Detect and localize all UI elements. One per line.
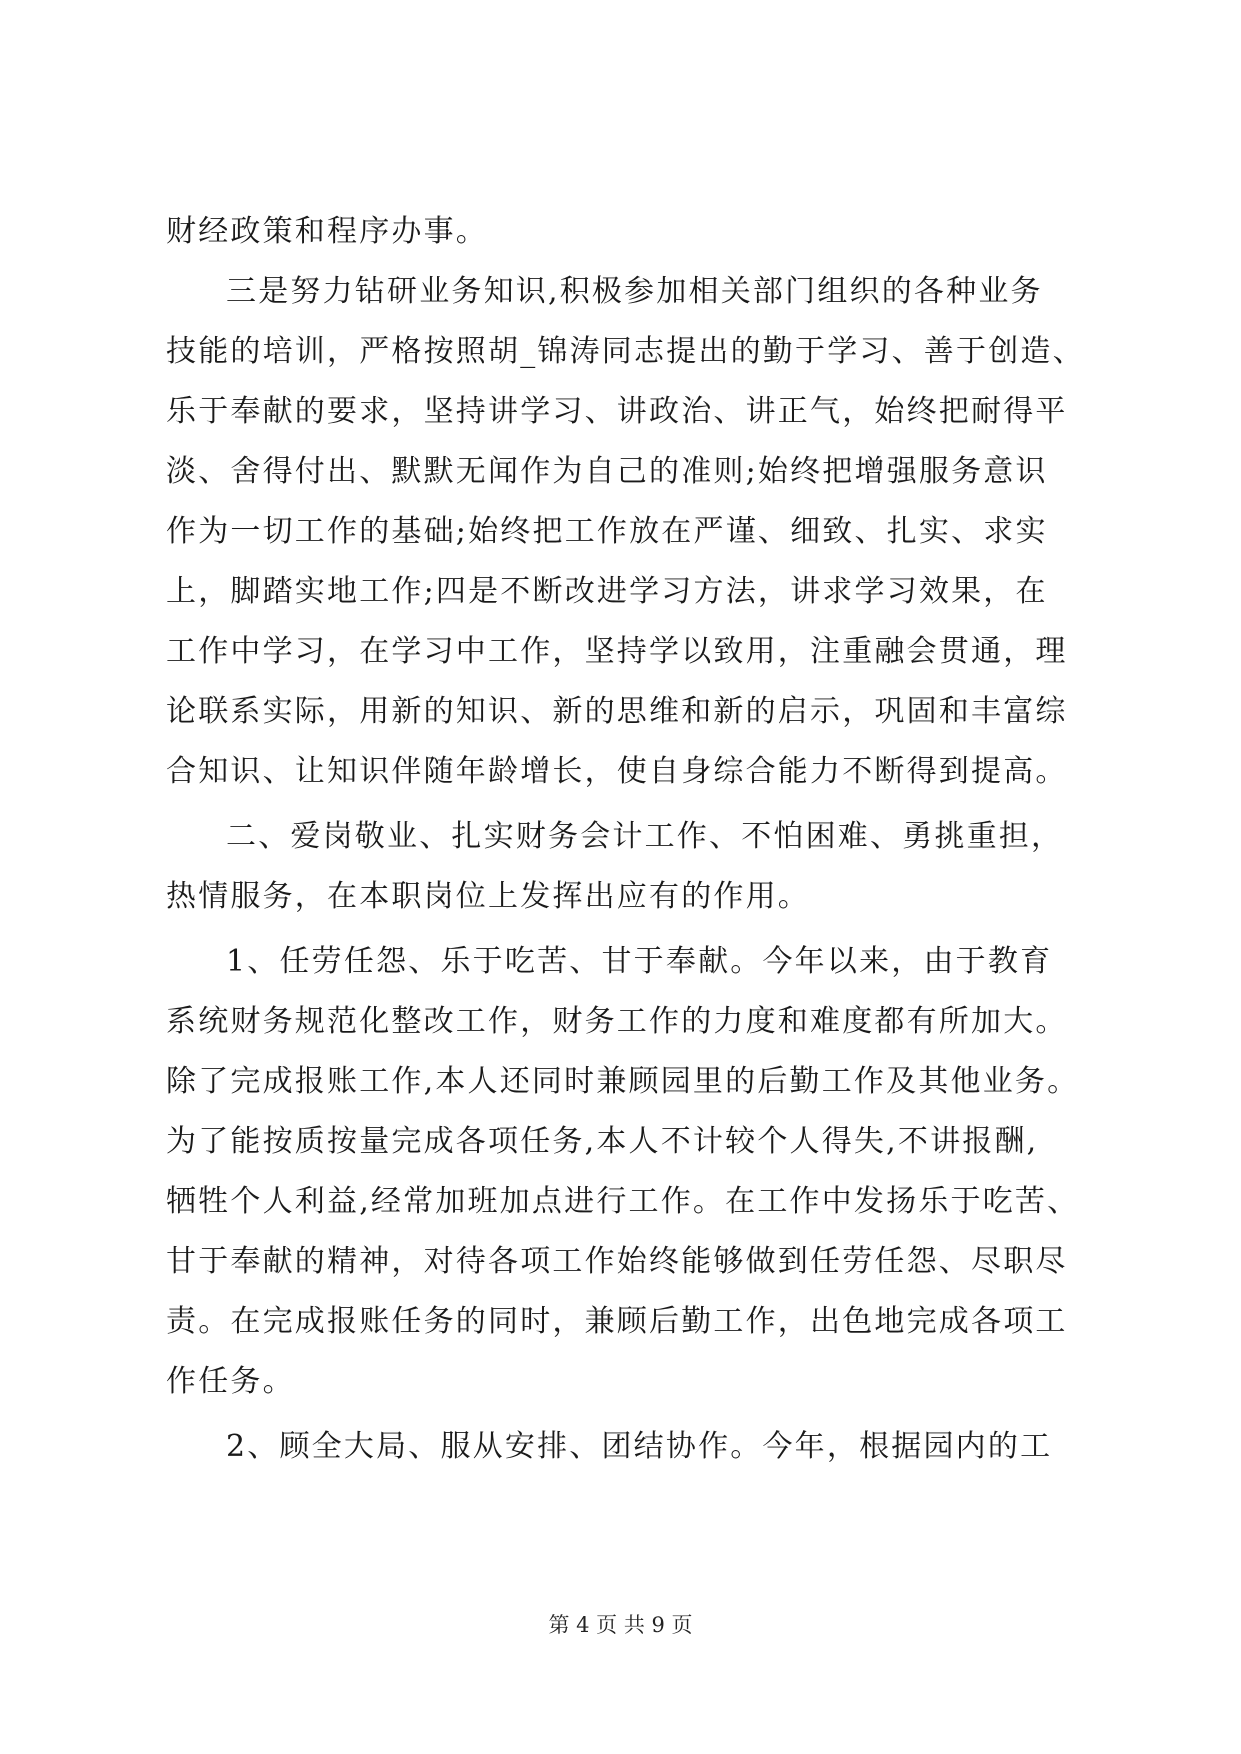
text-line: 淡、舍得付出、默默无闻作为自己的准则;始终把增强服务意识 xyxy=(166,454,1048,489)
text-line: 二、爱岗敬业、扎实财务会计工作、不怕困难、勇挑重担， xyxy=(226,819,1064,854)
text-line: 技能的培训，严格按照胡_锦涛同志提出的勤于学习、善于创造、 xyxy=(166,334,1085,369)
text-line: 上，脚踏实地工作;四是不断改进学习方法，讲求学习效果，在 xyxy=(166,574,1048,609)
text-line: 作为一切工作的基础;始终把工作放在严谨、细致、扎实、求实 xyxy=(166,514,1048,549)
text-line: 乐于奉献的要求，坚持讲学习、讲政治、讲正气，始终把耐得平 xyxy=(166,394,1068,429)
text-line: 除了完成报账工作,本人还同时兼顾园里的后勤工作及其他业务。 xyxy=(166,1064,1080,1099)
text-line: 系统财务规范化整改工作，财务工作的力度和难度都有所加大。 xyxy=(166,1004,1068,1039)
text-line: 财经政策和程序办事。 xyxy=(166,214,488,249)
text-line: 工作中学习，在学习中工作，坚持学以致用，注重融会贯通，理 xyxy=(166,634,1068,669)
text-line: 论联系实际，用新的知识、新的思维和新的启示，巩固和丰富综 xyxy=(166,694,1068,729)
text-line: 作任务。 xyxy=(166,1364,295,1399)
text-line: 责。在完成报账任务的同时，兼顾后勤工作，出色地完成各项工 xyxy=(166,1304,1068,1339)
page-number-footer: 第 4 页 共 9 页 xyxy=(548,1613,693,1637)
text-line: 甘于奉献的精神，对待各项工作始终能够做到任劳任怨、尽职尽 xyxy=(166,1244,1068,1279)
text-line: 2、顾全大局、服从安排、团结协作。今年，根据园内的工 xyxy=(226,1429,1053,1464)
text-line: 1、任劳任怨、乐于吃苦、甘于奉献。今年以来，由于教育 xyxy=(226,944,1053,979)
text-line: 热情服务，在本职岗位上发挥出应有的作用。 xyxy=(166,879,810,914)
text-line: 牺牲个人利益,经常加班加点进行工作。在工作中发扬乐于吃苦、 xyxy=(166,1184,1080,1219)
text-line: 三是努力钻研业务知识,积极参加相关部门组织的各种业务 xyxy=(226,274,1043,309)
text-line: 为了能按质按量完成各项任务,本人不计较个人得失,不讲报酬, xyxy=(166,1124,1039,1159)
text-line: 合知识、让知识伴随年龄增长，使自身综合能力不断得到提高。 xyxy=(166,754,1068,789)
